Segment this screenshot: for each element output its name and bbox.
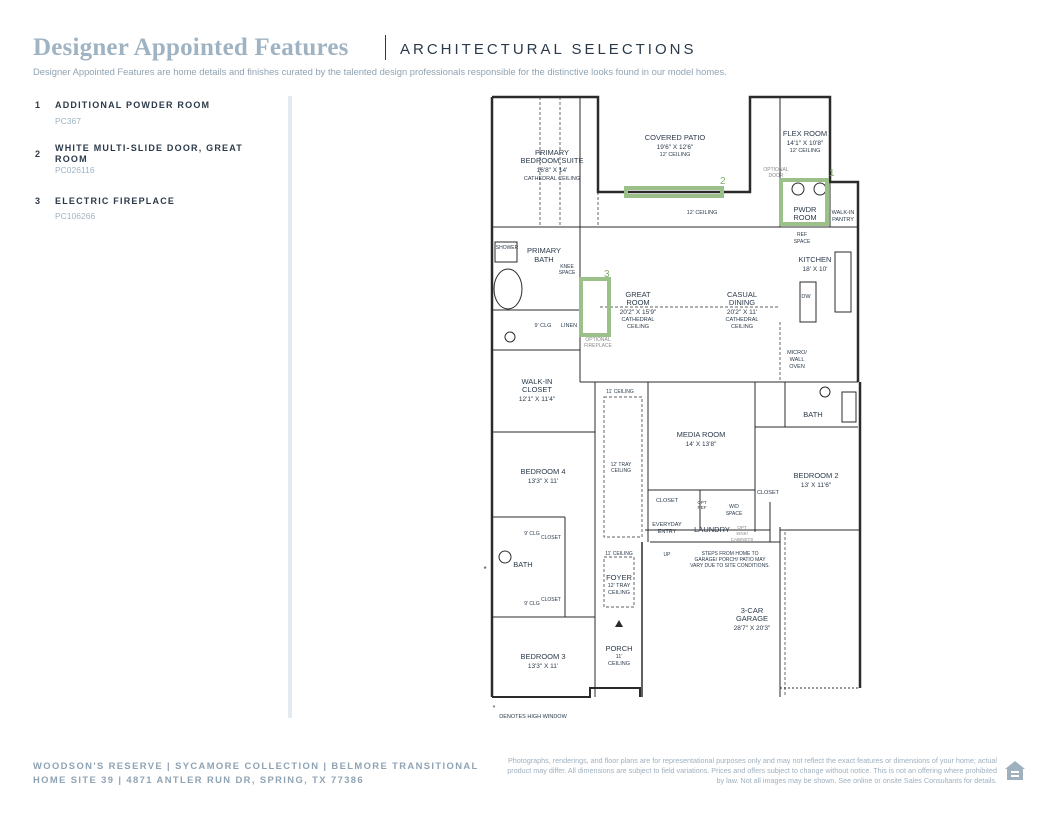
label-closet-a: CLOSET [540,535,562,541]
label-bed4-2: 13'3" X 11' [527,478,559,485]
label-linen: LINEN [560,323,578,329]
label-garage-2: GARAGE [735,614,769,623]
label-11-ceiling-b: 11' CEILING [605,551,633,557]
label-bath-a: BATH [803,410,823,419]
label-primary-suite-3: 16'8" X 14' [536,167,568,174]
label-media-1: MEDIA ROOM [676,430,726,439]
label-primary-suite-2: BEDROOM SUITE [520,156,584,165]
label-covered-patio-1: COVERED PATIO [644,133,706,142]
label-entry-1: EVERYDAY [652,522,682,528]
feature-number: 2 [35,149,41,159]
label-covered-patio-3: 12' CEILING [659,152,691,158]
label-high-window-note: DENOTES HIGH WINDOW [499,714,567,720]
label-bed4-1: BEDROOM 4 [520,467,566,476]
label-9clg-a: 9' CLG [524,531,540,537]
label-opt-sink-3: CABINETS [730,537,754,542]
feature-item-3 [33,196,263,224]
marker-2: 2 [720,176,726,187]
label-steps-2: GARAGE/ PORCH/ PATIO MAY [694,557,766,563]
label-steps-1: STEPS FROM HOME TO [701,551,759,557]
marker-1: 1 [829,168,835,179]
label-optional-door-2: DOOR [768,173,784,179]
label-optional-door-1: OPTIONAL [763,167,789,173]
label-ceiling-12: 12' CEILING [686,210,718,216]
footer-community: WOODSON'S RESERVE | SYCAMORE COLLECTION | BELMORE TRANSITIONAL [33,760,479,771]
label-foyer-3: CEILING [607,590,631,596]
label-opt-sink-1: OPT [737,525,747,530]
label-opt-fp-2: FIREPLACE [584,343,612,349]
label-wic-1: WALK-IN [521,377,553,386]
feature-code: PC026116 [55,165,95,175]
label-great-room-5: CEILING [626,324,650,330]
entry-arrow-icon [615,620,623,627]
label-kitchen-2: 18' X 10' [802,266,828,273]
label-laundry: LAUNDRY [694,525,730,534]
footer-address: HOME SITE 39 | 4871 ANTLER RUN DR, SPRING, TX 77386 [33,774,365,785]
page-title: Designer Appointed Features [33,34,349,61]
label-kitchen-1: KITCHEN [798,255,832,264]
label-great-room-2: ROOM [626,298,650,307]
feature-item-1 [33,100,263,128]
label-dining-1: CASUAL [726,290,758,299]
feature-title: WHITE MULTI-SLIDE DOOR, GREAT ROOM [55,143,243,164]
footer-disclaimer: Photographs, renderings, and floor plans are for representational purposes only and may not reflect the exact features or dimensions of your home; actual product may differ. All dimensions are subject to field variations. Prices and offers subject to change without notice. This is not an offering where prohibited by law. Not all images may be shown. See online or onsite Sales Consultants for details. [507,756,997,785]
label-garage-3: 28'7" X 20'3" [733,625,771,632]
label-garage-1: 3-CAR [740,606,764,615]
label-9clg: 9' CLG [534,323,552,329]
highlight-fireplace [581,279,609,335]
label-porch-1: PORCH [605,644,633,653]
label-foyer-2: 12' TRAY [607,583,631,589]
label-great-room-1: GREAT [625,290,651,299]
label-foyer-1: FOYER [606,573,632,582]
divider-line [288,96,292,718]
label-opt-fp-1: OPTIONAL [585,337,611,343]
label-opt-ref-2: REF [697,505,707,510]
label-porch-2: 11' [615,654,623,660]
label-media-2: 14' X 13'8" [685,441,717,448]
page-subtitle: ARCHITECTURAL SELECTIONS [400,41,697,58]
floor-plan [480,92,870,722]
feature-item-2 [33,143,263,177]
label-dw: DW [801,294,811,300]
label-primary-suite-1: PRIMARY [534,148,570,157]
label-bed2-1: BEDROOM 2 [793,471,839,480]
label-bath-b: BATH [513,560,533,569]
title-divider [385,35,386,60]
label-up: UP [663,552,671,558]
label-steps-3: VARY DUE TO SITE CONDITIONS. [690,563,770,569]
label-pwdr-2: ROOM [793,213,817,222]
label-wic-3: 12'1" X 11'4" [518,396,556,403]
label-great-room-3: 20'2" X 15'9" [619,309,657,316]
marker-3: 3 [604,269,610,280]
label-knee-2: SPACE [558,270,576,276]
label-flex-room-1: FLEX ROOM [782,129,828,138]
label-wic-2: CLOSET [521,385,553,394]
label-closet-b: CLOSET [540,597,562,603]
label-flex-room-3: 12' CEILING [789,148,821,154]
label-pantry-2: PANTRY [832,217,854,223]
page-description: Designer Appointed Features are home details and finishes curated by the talented design professionals responsible for the distinctive looks found in our model homes. [33,66,727,77]
feature-title: ADDITIONAL POWDER ROOM [55,100,211,110]
label-micro-2: WALL [789,357,805,363]
label-tray-1: 12' TRAY [610,462,632,468]
label-wd-2: SPACE [725,511,743,517]
feature-code: PC106266 [55,211,96,221]
label-shower: SHOWER [495,245,519,251]
feature-number: 1 [35,100,41,110]
label-entry-2: ENTRY [657,529,677,535]
label-porch-3: CEILING [607,661,631,667]
equal-housing-opportunity-icon [1003,759,1027,783]
label-dining-4: CATHEDRAL [725,317,759,323]
label-pantry-1: WALK-IN [831,210,855,216]
label-11-ceiling-a: 11' CEILING [606,389,634,395]
label-dining-3: 20'2" X 11' [726,309,758,316]
feature-number: 3 [35,196,41,206]
label-primary-bath-1: PRIMARY [526,246,562,255]
label-primary-bath-2: BATH [534,255,554,264]
label-dining-2: DINING [728,298,756,307]
label-tray-2: CEILING [610,468,632,474]
label-high-window-star-note: * [492,705,496,712]
label-bed2-2: 13' X 11'6" [800,482,832,489]
label-primary-suite-4: CATHEDRAL CEILING [523,176,581,182]
label-bed3-2: 13'3" X 11' [527,663,559,670]
label-great-room-4: CATHEDRAL [621,317,655,323]
label-micro-3: OVEN [789,364,805,370]
label-dining-5: CEILING [730,324,754,330]
label-pwdr-1: PWDR [793,205,817,214]
label-flex-room-2: 14'1" X 10'8" [786,140,824,147]
label-knee-1: KNEE [560,264,574,270]
label-wd-1: W/D [729,504,739,510]
label-opt-sink-2: SINK/ [736,531,748,536]
label-closet-bed2: CLOSET [756,490,780,496]
feature-title: ELECTRIC FIREPLACE [55,196,176,206]
label-9clg-b: 9' CLG [524,601,540,607]
label-high-window-star: * [483,565,487,574]
label-covered-patio-2: 19'6" X 12'6" [656,144,694,151]
label-ref-1: REF [797,232,807,238]
label-ref-2: SPACE [793,239,811,245]
label-opt-ref-1: OPT [697,500,707,505]
label-closet-entry: CLOSET [655,498,679,504]
label-bed3-1: BEDROOM 3 [520,652,566,661]
feature-code: PC367 [55,116,81,126]
label-micro-1: MICRO/ [787,350,807,356]
